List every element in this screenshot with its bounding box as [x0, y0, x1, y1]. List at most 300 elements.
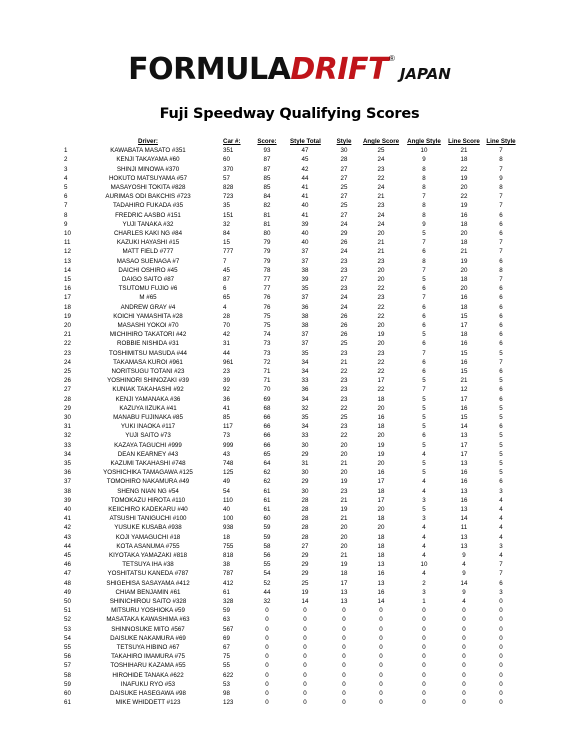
car-number-cell: 41 — [223, 404, 230, 412]
header-angle-style: Angle Style — [407, 138, 441, 145]
line-style-cell: 0 — [499, 607, 503, 615]
angle-score-cell: 24 — [377, 184, 385, 191]
angle-style-cell: 6 — [422, 322, 426, 329]
style-total-cell: 0 — [303, 699, 307, 707]
car-number-cell: 828 — [223, 184, 234, 191]
driver-cell: KEIICHIRO KADEKARU #40 — [108, 506, 188, 513]
style-cell: 23 — [340, 266, 348, 274]
car-number-cell: 57 — [223, 174, 230, 182]
style-cell: 23 — [340, 349, 348, 357]
style-cell: 29 — [340, 230, 348, 237]
angle-score-cell: 16 — [377, 588, 385, 596]
angle-style-cell: 6 — [422, 303, 426, 311]
rank-cell: 29 — [64, 404, 71, 412]
style-cell: 27 — [340, 165, 348, 173]
score-cell: 68 — [263, 404, 271, 412]
rank-cell: 2 — [64, 156, 68, 164]
angle-style-cell: 0 — [422, 653, 426, 661]
line-style-cell: 7 — [499, 248, 503, 256]
angle-style-cell: 5 — [422, 460, 426, 467]
style-cell: 26 — [340, 331, 348, 339]
rank-cell: 39 — [64, 496, 71, 504]
driver-cell: TETSUYA IHA #38 — [122, 561, 174, 569]
style-total-cell: 29 — [301, 450, 309, 458]
line-score-cell: 16 — [460, 404, 468, 412]
line-style-cell: 7 — [499, 570, 503, 578]
style-cell: 20 — [340, 441, 348, 449]
angle-score-cell: 0 — [379, 680, 383, 688]
rank-cell: 7 — [64, 202, 68, 210]
table-row — [0, 680, 579, 689]
angle-style-cell: 0 — [422, 662, 426, 670]
table-row — [0, 275, 579, 284]
style-cell: 0 — [342, 690, 346, 697]
angle-style-cell: 5 — [422, 423, 426, 431]
line-style-cell: 6 — [499, 257, 503, 265]
angle-style-cell: 7 — [422, 294, 426, 302]
car-number-cell: 60 — [223, 156, 230, 164]
header-car: Car #: — [223, 138, 241, 145]
style-cell: 0 — [342, 616, 346, 624]
table-header-row — [0, 137, 579, 146]
driver-cell: INAFUKU RYO #53 — [120, 680, 176, 688]
angle-score-cell: 16 — [377, 469, 385, 477]
line-score-cell: 0 — [462, 607, 466, 615]
car-number-cell: 55 — [223, 662, 230, 670]
driver-cell: ROBBIE NISHIDA #31 — [117, 340, 179, 348]
style-total-cell: 29 — [301, 561, 309, 569]
driver-cell: TOMOHIRO NAKAMURA #49 — [106, 478, 190, 486]
angle-style-cell: 5 — [422, 414, 426, 421]
line-score-cell: 15 — [460, 349, 468, 357]
score-cell: 55 — [263, 561, 271, 569]
style-cell: 0 — [342, 625, 346, 633]
car-number-cell: 43 — [223, 450, 230, 458]
style-total-cell: 31 — [301, 460, 309, 467]
driver-cell: MICHIHIRO TAKATORI #42 — [109, 331, 187, 339]
driver-cell: YUSUKE KUSABA #938 — [114, 524, 182, 532]
angle-style-cell: 0 — [422, 634, 426, 642]
driver-cell: KOTA ASANUMA #755 — [116, 542, 180, 550]
line-score-cell: 22 — [460, 193, 468, 201]
driver-cell: KIYOTAKA YAMAZAKI #818 — [108, 552, 188, 559]
line-score-cell: 0 — [462, 680, 466, 688]
angle-score-cell: 20 — [377, 276, 385, 283]
line-style-cell: 6 — [499, 322, 503, 329]
style-cell: 0 — [342, 680, 346, 688]
driver-cell: TAKAMASA KUROI #961 — [113, 358, 183, 366]
style-cell: 23 — [340, 487, 348, 495]
style-total-cell: 41 — [301, 193, 309, 201]
rank-cell: 26 — [64, 377, 71, 385]
angle-score-cell: 0 — [379, 607, 383, 615]
score-cell: 66 — [263, 432, 271, 440]
line-style-cell: 4 — [499, 515, 503, 523]
table-row — [0, 450, 579, 459]
table-row — [0, 579, 579, 588]
rank-cell: 32 — [64, 432, 71, 440]
rank-cell: 30 — [64, 414, 71, 421]
car-number-cell: 125 — [223, 469, 234, 477]
rank-cell: 60 — [64, 690, 71, 697]
driver-cell: KAWABATA MASATO #351 — [110, 147, 186, 155]
score-cell: 64 — [263, 460, 271, 467]
style-cell: 25 — [340, 414, 348, 421]
table-row — [0, 588, 579, 597]
table-row — [0, 293, 579, 302]
rank-cell: 56 — [64, 653, 71, 661]
angle-score-cell: 20 — [377, 340, 385, 348]
table-row — [0, 192, 579, 201]
angle-style-cell: 5 — [422, 395, 426, 403]
line-score-cell: 17 — [460, 441, 468, 449]
angle-score-cell: 13 — [377, 579, 385, 587]
rank-cell: 53 — [64, 625, 71, 633]
style-total-cell: 33 — [301, 432, 309, 440]
car-number-cell: 6 — [223, 285, 227, 293]
car-number-cell: 54 — [223, 487, 230, 495]
driver-cell: TOSHIHARU KAZAMA #55 — [110, 662, 186, 670]
line-score-cell: 21 — [460, 147, 468, 155]
line-style-cell: 4 — [499, 533, 503, 541]
score-cell: 77 — [263, 276, 271, 283]
score-cell: 73 — [263, 349, 271, 357]
table-row — [0, 358, 579, 367]
line-style-cell: 7 — [499, 165, 503, 173]
line-score-cell: 12 — [460, 386, 468, 394]
angle-style-cell: 0 — [422, 607, 426, 615]
style-cell: 27 — [340, 174, 348, 182]
rank-cell: 36 — [64, 469, 71, 477]
line-style-cell: 7 — [499, 276, 503, 283]
angle-style-cell: 0 — [422, 616, 426, 624]
angle-style-cell: 4 — [422, 542, 426, 550]
line-style-cell: 0 — [499, 625, 503, 633]
line-style-cell: 6 — [499, 312, 503, 320]
angle-style-cell: 8 — [422, 165, 426, 173]
style-total-cell: 40 — [301, 230, 309, 237]
score-cell: 56 — [263, 552, 271, 559]
angle-style-cell: 5 — [422, 469, 426, 477]
table-row — [0, 551, 579, 560]
car-number-cell: 370 — [223, 165, 234, 173]
rank-cell: 20 — [64, 322, 71, 329]
angle-score-cell: 23 — [377, 294, 385, 302]
style-total-cell: 35 — [301, 414, 309, 421]
angle-style-cell: 7 — [422, 349, 426, 357]
style-total-cell: 28 — [301, 533, 309, 541]
style-total-cell: 39 — [301, 276, 309, 283]
driver-cell: MANABU FUJINAKA #85 — [113, 414, 183, 421]
car-number-cell: 42 — [223, 331, 230, 339]
style-cell: 23 — [340, 257, 348, 265]
rank-cell: 54 — [64, 634, 71, 642]
style-cell: 0 — [342, 607, 346, 615]
style-cell: 13 — [340, 598, 348, 605]
angle-style-cell: 5 — [422, 230, 426, 237]
line-style-cell: 3 — [499, 588, 503, 596]
rank-cell: 44 — [64, 542, 71, 550]
style-total-cell: 38 — [301, 312, 309, 320]
score-cell: 93 — [263, 147, 271, 155]
line-score-cell: 20 — [460, 285, 468, 293]
table-row — [0, 606, 579, 615]
score-cell: 85 — [263, 184, 271, 191]
score-cell: 84 — [263, 193, 271, 201]
rank-cell: 10 — [64, 230, 71, 237]
angle-style-cell: 7 — [422, 386, 426, 394]
style-total-cell: 0 — [303, 653, 307, 661]
angle-style-cell: 7 — [422, 239, 426, 247]
line-score-cell: 14 — [460, 515, 468, 523]
line-score-cell: 9 — [462, 570, 466, 578]
angle-style-cell: 5 — [422, 506, 426, 513]
car-number-cell: 818 — [223, 552, 234, 559]
line-style-cell: 0 — [499, 699, 503, 707]
driver-cell: YOSHICHIKA TAMAGAWA #125 — [103, 469, 193, 477]
table-row — [0, 155, 579, 164]
angle-score-cell: 20 — [377, 322, 385, 329]
angle-score-cell: 24 — [377, 156, 385, 164]
score-cell: 54 — [263, 570, 271, 578]
driver-cell: MITSURU YOSHIOKA #59 — [111, 607, 185, 615]
rank-cell: 34 — [64, 450, 71, 458]
angle-score-cell: 25 — [377, 147, 385, 155]
line-style-cell: 5 — [499, 469, 503, 477]
angle-score-cell: 22 — [377, 368, 385, 375]
angle-style-cell: 7 — [422, 266, 426, 274]
driver-cell: TOMOKAZU HIROTA #110 — [110, 496, 186, 504]
score-cell: 0 — [265, 634, 269, 642]
driver-cell: KAZUYA IIZUKA #41 — [119, 404, 177, 412]
angle-style-cell: 8 — [422, 184, 426, 191]
car-number-cell: 777 — [223, 248, 234, 256]
page-title: Fuji Speedway Qualifying Scores — [159, 106, 420, 122]
driver-cell: MASASHI YOKOI #70 — [117, 322, 179, 329]
line-style-cell: 5 — [499, 414, 503, 421]
line-style-cell: 6 — [499, 211, 503, 219]
style-cell: 0 — [342, 671, 346, 679]
score-cell: 58 — [263, 542, 271, 550]
rank-cell: 37 — [64, 478, 71, 486]
angle-score-cell: 18 — [377, 552, 385, 559]
style-total-cell: 28 — [301, 515, 309, 523]
line-style-cell: 6 — [499, 395, 503, 403]
angle-score-cell: 24 — [377, 211, 385, 219]
style-cell: 0 — [342, 662, 346, 670]
style-total-cell: 34 — [301, 395, 309, 403]
table-row — [0, 643, 579, 652]
table-row — [0, 487, 579, 496]
line-score-cell: 14 — [460, 423, 468, 431]
angle-style-cell: 4 — [422, 487, 426, 495]
style-total-cell: 36 — [301, 386, 309, 394]
line-score-cell: 0 — [462, 662, 466, 670]
angle-style-cell: 8 — [422, 211, 426, 219]
style-cell: 25 — [340, 202, 348, 210]
rank-cell: 28 — [64, 395, 71, 403]
angle-score-cell: 24 — [377, 220, 385, 228]
style-total-cell: 0 — [303, 690, 307, 697]
car-number-cell: 4 — [223, 303, 227, 311]
angle-style-cell: 4 — [422, 533, 426, 541]
line-style-cell: 0 — [499, 653, 503, 661]
table-row — [0, 238, 579, 247]
style-cell: 26 — [340, 322, 348, 329]
angle-style-cell: 0 — [422, 690, 426, 697]
angle-style-cell: 6 — [422, 358, 426, 366]
angle-score-cell: 20 — [377, 432, 385, 440]
line-style-cell: 3 — [499, 542, 503, 550]
angle-style-cell: 10 — [420, 147, 428, 155]
table-row — [0, 146, 579, 155]
rank-cell: 18 — [64, 303, 71, 311]
table-row — [0, 201, 579, 210]
line-style-cell: 6 — [499, 423, 503, 431]
angle-style-cell: 6 — [422, 312, 426, 320]
line-score-cell: 18 — [460, 303, 468, 311]
style-total-cell: 0 — [303, 680, 307, 688]
angle-score-cell: 0 — [379, 625, 383, 633]
score-cell: 62 — [263, 478, 271, 486]
car-number-cell: 49 — [223, 478, 230, 486]
line-score-cell: 20 — [460, 266, 468, 274]
line-score-cell: 19 — [460, 174, 468, 182]
score-cell: 72 — [263, 358, 271, 366]
angle-score-cell: 18 — [377, 515, 385, 523]
car-number-cell: 70 — [223, 322, 230, 329]
angle-style-cell: 5 — [422, 441, 426, 449]
car-number-cell: 622 — [223, 671, 234, 679]
header-driver: Driver: — [138, 138, 158, 145]
car-number-cell: 87 — [223, 276, 230, 283]
line-score-cell: 4 — [462, 598, 466, 605]
rank-cell: 43 — [64, 533, 71, 541]
style-total-cell: 47 — [301, 147, 309, 155]
angle-style-cell: 10 — [420, 561, 428, 569]
line-style-cell: 0 — [499, 671, 503, 679]
table-row — [0, 349, 579, 358]
table-row — [0, 468, 579, 477]
style-total-cell: 39 — [301, 220, 309, 228]
score-cell: 75 — [263, 312, 271, 320]
table-row — [0, 496, 579, 505]
score-cell: 81 — [263, 211, 271, 219]
driver-cell: KAZUMI TAKAHASHI #748 — [110, 460, 186, 467]
line-style-cell: 7 — [499, 202, 503, 210]
angle-style-cell: 6 — [422, 368, 426, 375]
line-style-cell: 6 — [499, 340, 503, 348]
line-style-cell: 0 — [499, 634, 503, 642]
rank-cell: 8 — [64, 211, 68, 219]
style-total-cell: 0 — [303, 644, 307, 651]
car-number-cell: 65 — [223, 294, 230, 302]
car-number-cell: 73 — [223, 432, 230, 440]
line-style-cell: 7 — [499, 358, 503, 366]
angle-score-cell: 22 — [377, 386, 385, 394]
rank-cell: 57 — [64, 662, 71, 670]
table-row — [0, 165, 579, 174]
car-number-cell: 69 — [223, 634, 230, 642]
car-number-cell: 36 — [223, 395, 230, 403]
car-number-cell: 18 — [223, 533, 230, 541]
driver-cell: SHINJI MINOWA #370 — [116, 165, 180, 173]
driver-cell: TETSUYA HIBINO #67 — [116, 644, 180, 651]
style-cell: 23 — [340, 386, 348, 394]
line-score-cell: 16 — [460, 358, 468, 366]
line-style-cell: 6 — [499, 386, 503, 394]
header-style-total: Style Total — [290, 138, 321, 145]
line-score-cell: 9 — [462, 552, 466, 559]
formula-drift-japan-logo — [0, 52, 579, 92]
style-cell: 20 — [340, 542, 348, 550]
car-number-cell: 53 — [223, 680, 230, 688]
score-cell: 70 — [263, 386, 271, 394]
rank-cell: 40 — [64, 506, 71, 513]
table-row — [0, 385, 579, 394]
angle-style-cell: 6 — [422, 248, 426, 256]
angle-score-cell: 23 — [377, 257, 385, 265]
angle-style-cell: 0 — [422, 625, 426, 633]
logo-registered-mark: ® — [388, 54, 395, 63]
line-score-cell: 16 — [460, 340, 468, 348]
angle-style-cell: 5 — [422, 276, 426, 283]
driver-cell: CHIAM BENJAMIN #61 — [115, 588, 181, 596]
style-cell: 26 — [340, 239, 348, 247]
angle-score-cell: 21 — [377, 248, 385, 256]
line-score-cell: 18 — [460, 239, 468, 247]
style-total-cell: 32 — [301, 404, 309, 412]
angle-score-cell: 20 — [377, 524, 385, 532]
line-style-cell: 8 — [499, 184, 503, 191]
car-number-cell: 748 — [223, 460, 234, 467]
rank-cell: 14 — [64, 266, 71, 274]
driver-cell: MASATAKA KAWASHIMA #63 — [106, 616, 190, 624]
score-cell: 0 — [265, 625, 269, 633]
driver-cell: HIROHIDE TANAKA #622 — [112, 671, 184, 679]
score-cell: 71 — [263, 368, 271, 375]
score-cell: 75 — [263, 322, 271, 329]
rank-cell: 19 — [64, 312, 71, 320]
score-cell: 81 — [263, 220, 271, 228]
rank-cell: 22 — [64, 340, 71, 348]
driver-cell: TOSHIMITSU MASUDA #44 — [109, 349, 187, 357]
score-cell: 80 — [263, 230, 271, 237]
score-cell: 66 — [263, 423, 271, 431]
rank-cell: 6 — [64, 193, 68, 201]
car-number-cell: 110 — [223, 496, 233, 504]
line-score-cell: 0 — [462, 699, 466, 707]
driver-cell: MASAYOSHI TOKITA #828 — [110, 184, 186, 191]
angle-score-cell: 0 — [379, 699, 383, 707]
table-row — [0, 312, 579, 321]
line-score-cell: 0 — [462, 634, 466, 642]
line-score-cell: 21 — [460, 248, 468, 256]
angle-score-cell: 0 — [379, 644, 383, 651]
driver-cell: DAICHI OSHIRO #45 — [118, 266, 178, 274]
rank-cell: 42 — [64, 524, 71, 532]
style-cell: 24 — [340, 303, 348, 311]
line-score-cell: 18 — [460, 331, 468, 339]
driver-cell: YOSHITATSU KANEDA #787 — [107, 570, 189, 578]
table-row — [0, 698, 579, 707]
header-style: Style — [336, 138, 352, 145]
angle-score-cell: 19 — [377, 441, 385, 449]
style-cell: 27 — [340, 211, 348, 219]
driver-cell: SHINICHIROU SAITO #328 — [109, 598, 187, 605]
style-total-cell: 35 — [301, 349, 309, 357]
line-score-cell: 0 — [462, 616, 466, 624]
